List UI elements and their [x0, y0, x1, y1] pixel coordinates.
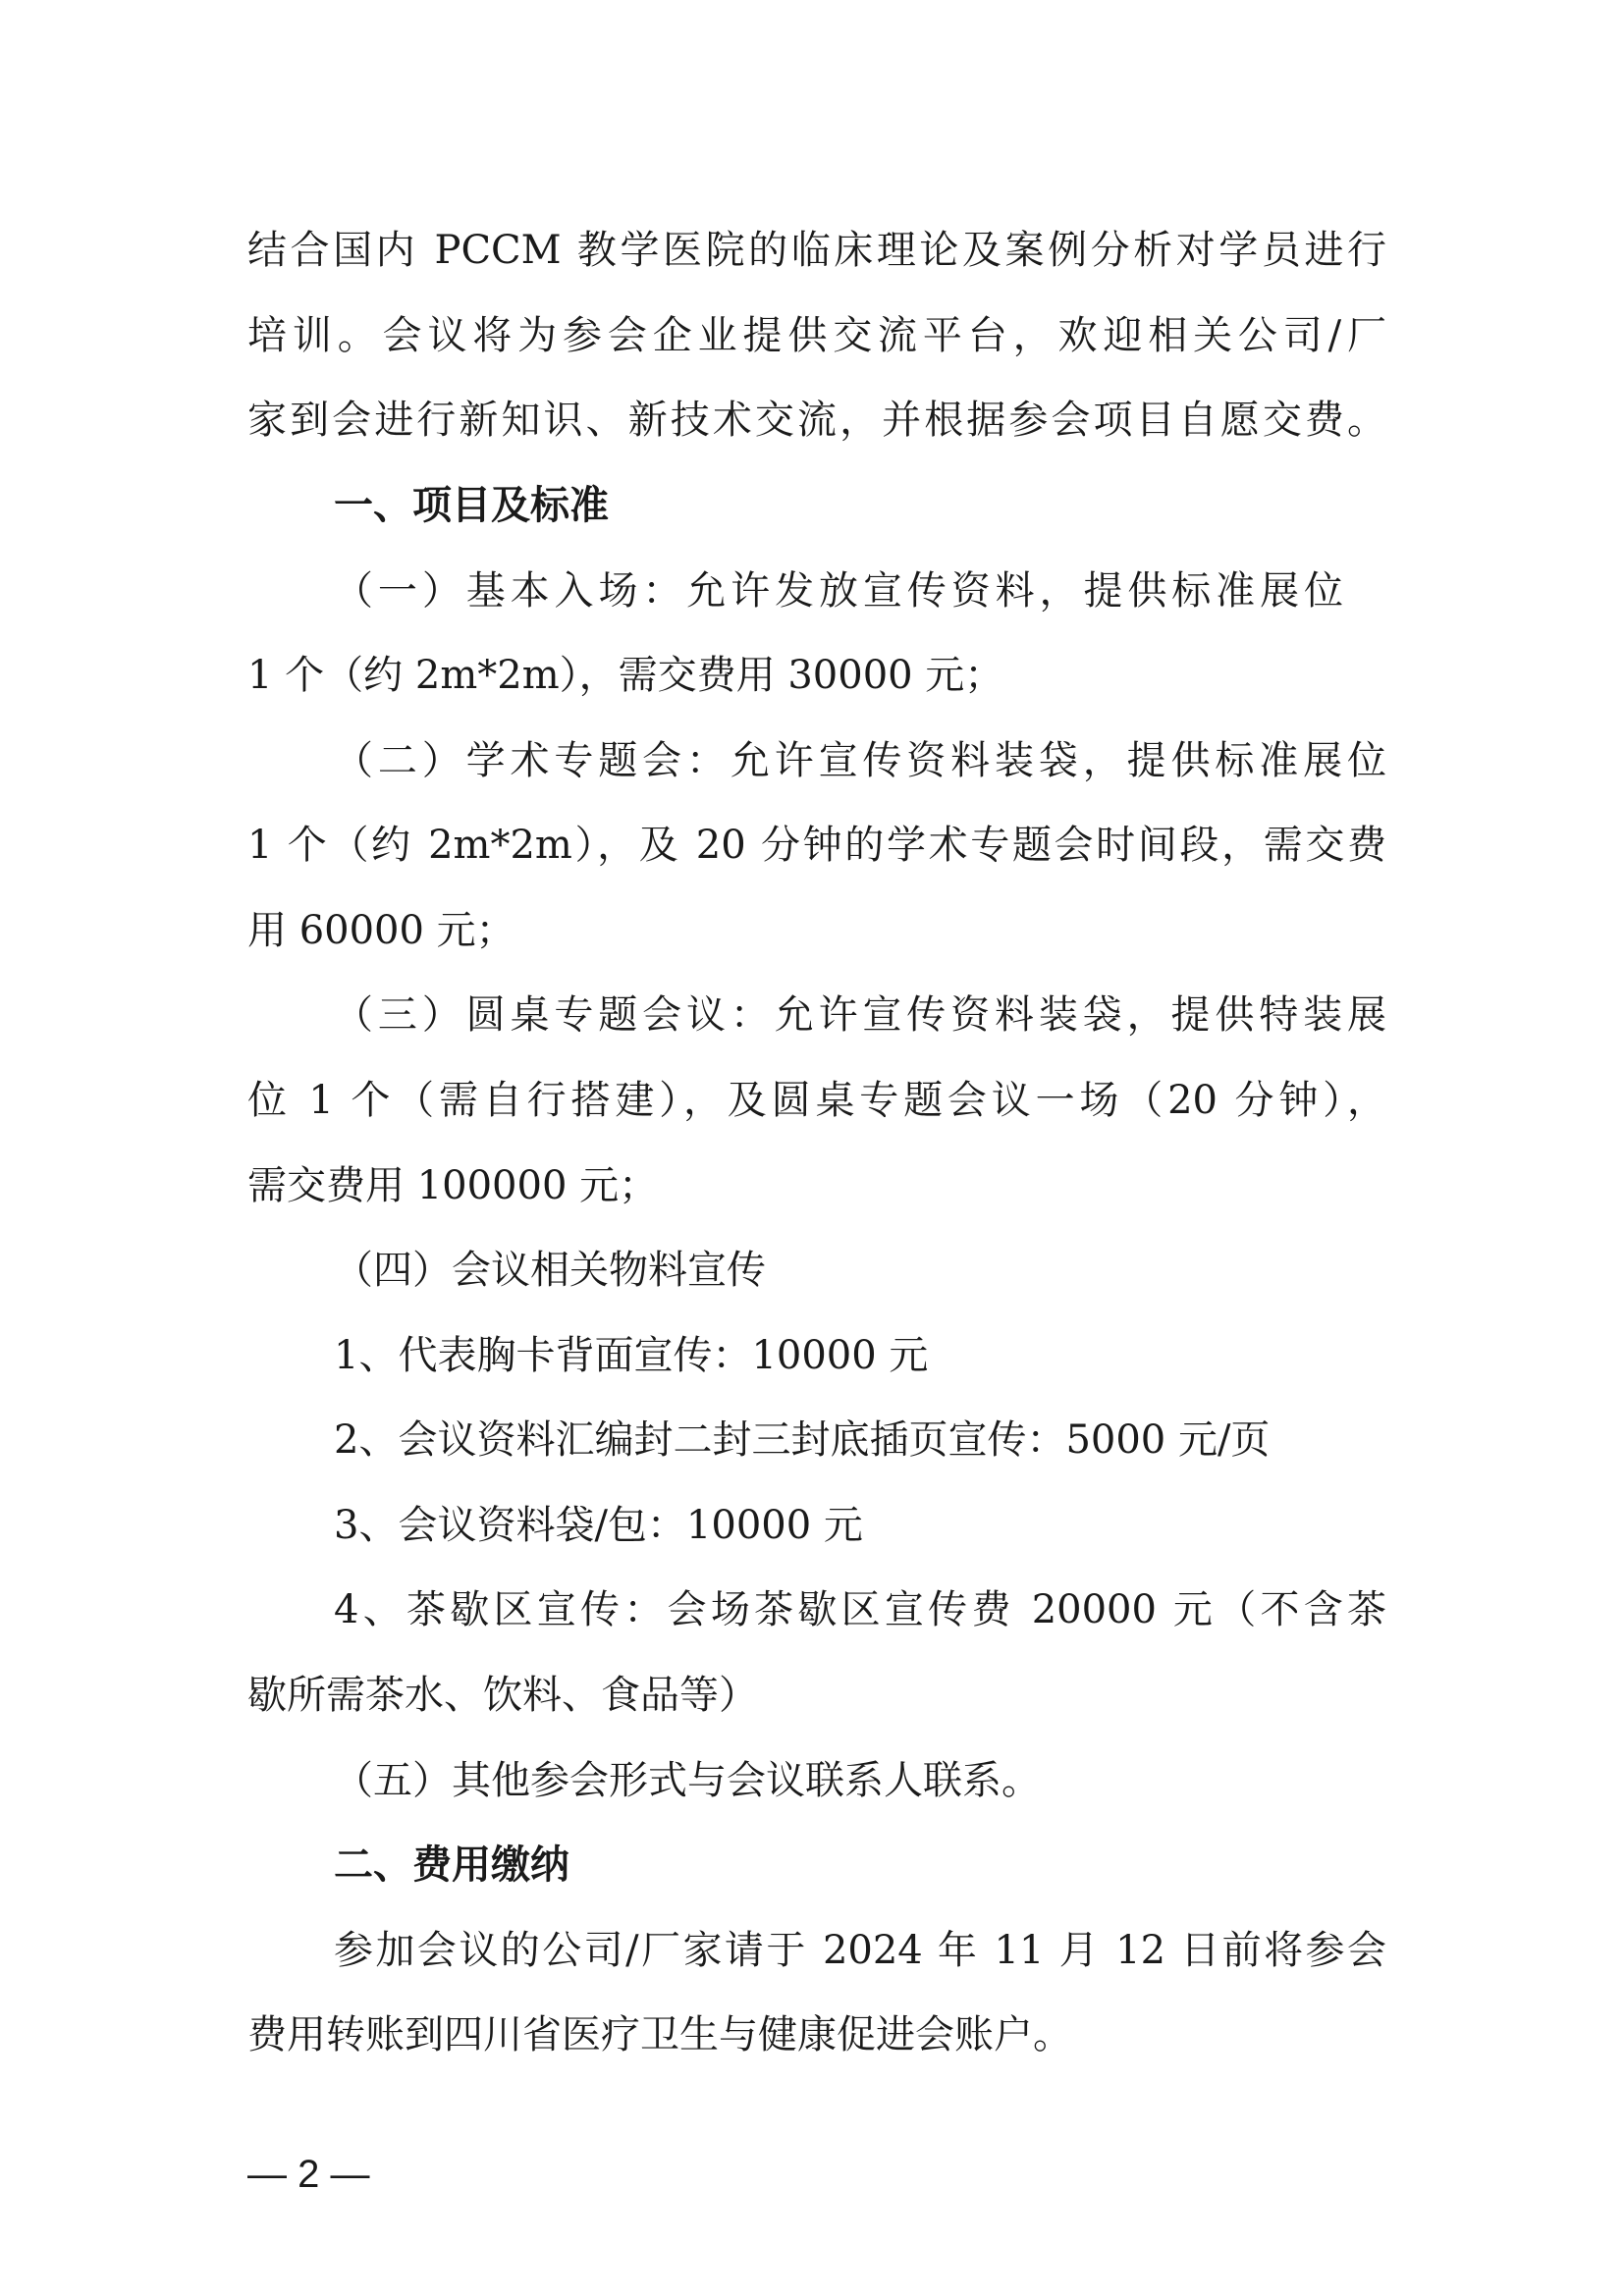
item-2-line-1: （二）学术专题会：允许宣传资料装袋，提供标准展位: [334, 738, 1386, 783]
item-3-line-3: 需交费用 100000 元；: [247, 1163, 659, 1208]
section-heading-payment: 二、费用缴纳: [334, 1842, 569, 1888]
item-4-sub-4-line-2: 歇所需茶水、饮料、食品等）: [247, 1673, 758, 1718]
item-4-heading: （四）会议相关物料宣传: [334, 1248, 766, 1293]
item-1-line-1: （一）基本入场：允许发放宣传资料，提供标准展位: [334, 568, 1343, 614]
item-3-line-2: 位 1 个（需自行搭建），及圆桌专题会议一场（20 分钟），: [247, 1078, 1386, 1123]
section-heading-items: 一、项目及标准: [334, 483, 609, 528]
item-4-sub-1: 1、代表胸卡背面宣传：10000 元: [334, 1333, 929, 1378]
intro-line-1: 结合国内 PCCM 教学医院的临床理论及案例分析对学员进行: [247, 228, 1386, 273]
intro-line-3: 家到会进行新知识、新技术交流，并根据参会项目自愿交费。: [247, 398, 1386, 443]
page-number: — 2 —: [247, 2153, 370, 2196]
item-4-sub-4-line-1: 4、茶歇区宣传：会场茶歇区宣传费 20000 元（不含茶: [334, 1587, 1386, 1632]
item-2-line-2: 1 个（约 2m*2m），及 20 分钟的学术专题会时间段，需交费: [247, 823, 1386, 868]
item-2-line-3: 用 60000 元；: [247, 908, 515, 953]
payment-line-2: 费用转账到四川省医疗卫生与健康促进会账户。: [247, 2012, 1072, 2057]
item-4-sub-2: 2、会议资料汇编封二封三封底插页宣传：5000 元/页: [334, 1417, 1271, 1463]
item-1-line-2: 1 个（约 2m*2m），需交费用 30000 元；: [247, 653, 1004, 698]
item-3-line-1: （三）圆桌专题会议：允许宣传资料装袋，提供特装展: [334, 992, 1386, 1038]
item-5: （五）其他参会形式与会议联系人联系。: [334, 1758, 1041, 1803]
item-4-sub-3: 3、会议资料袋/包：10000 元: [334, 1503, 863, 1548]
intro-line-2: 培训。会议将为参会企业提供交流平台，欢迎相关公司/厂: [247, 313, 1386, 358]
payment-line-1: 参加会议的公司/厂家请于 2024 年 11 月 12 日前将参会: [334, 1928, 1386, 1973]
